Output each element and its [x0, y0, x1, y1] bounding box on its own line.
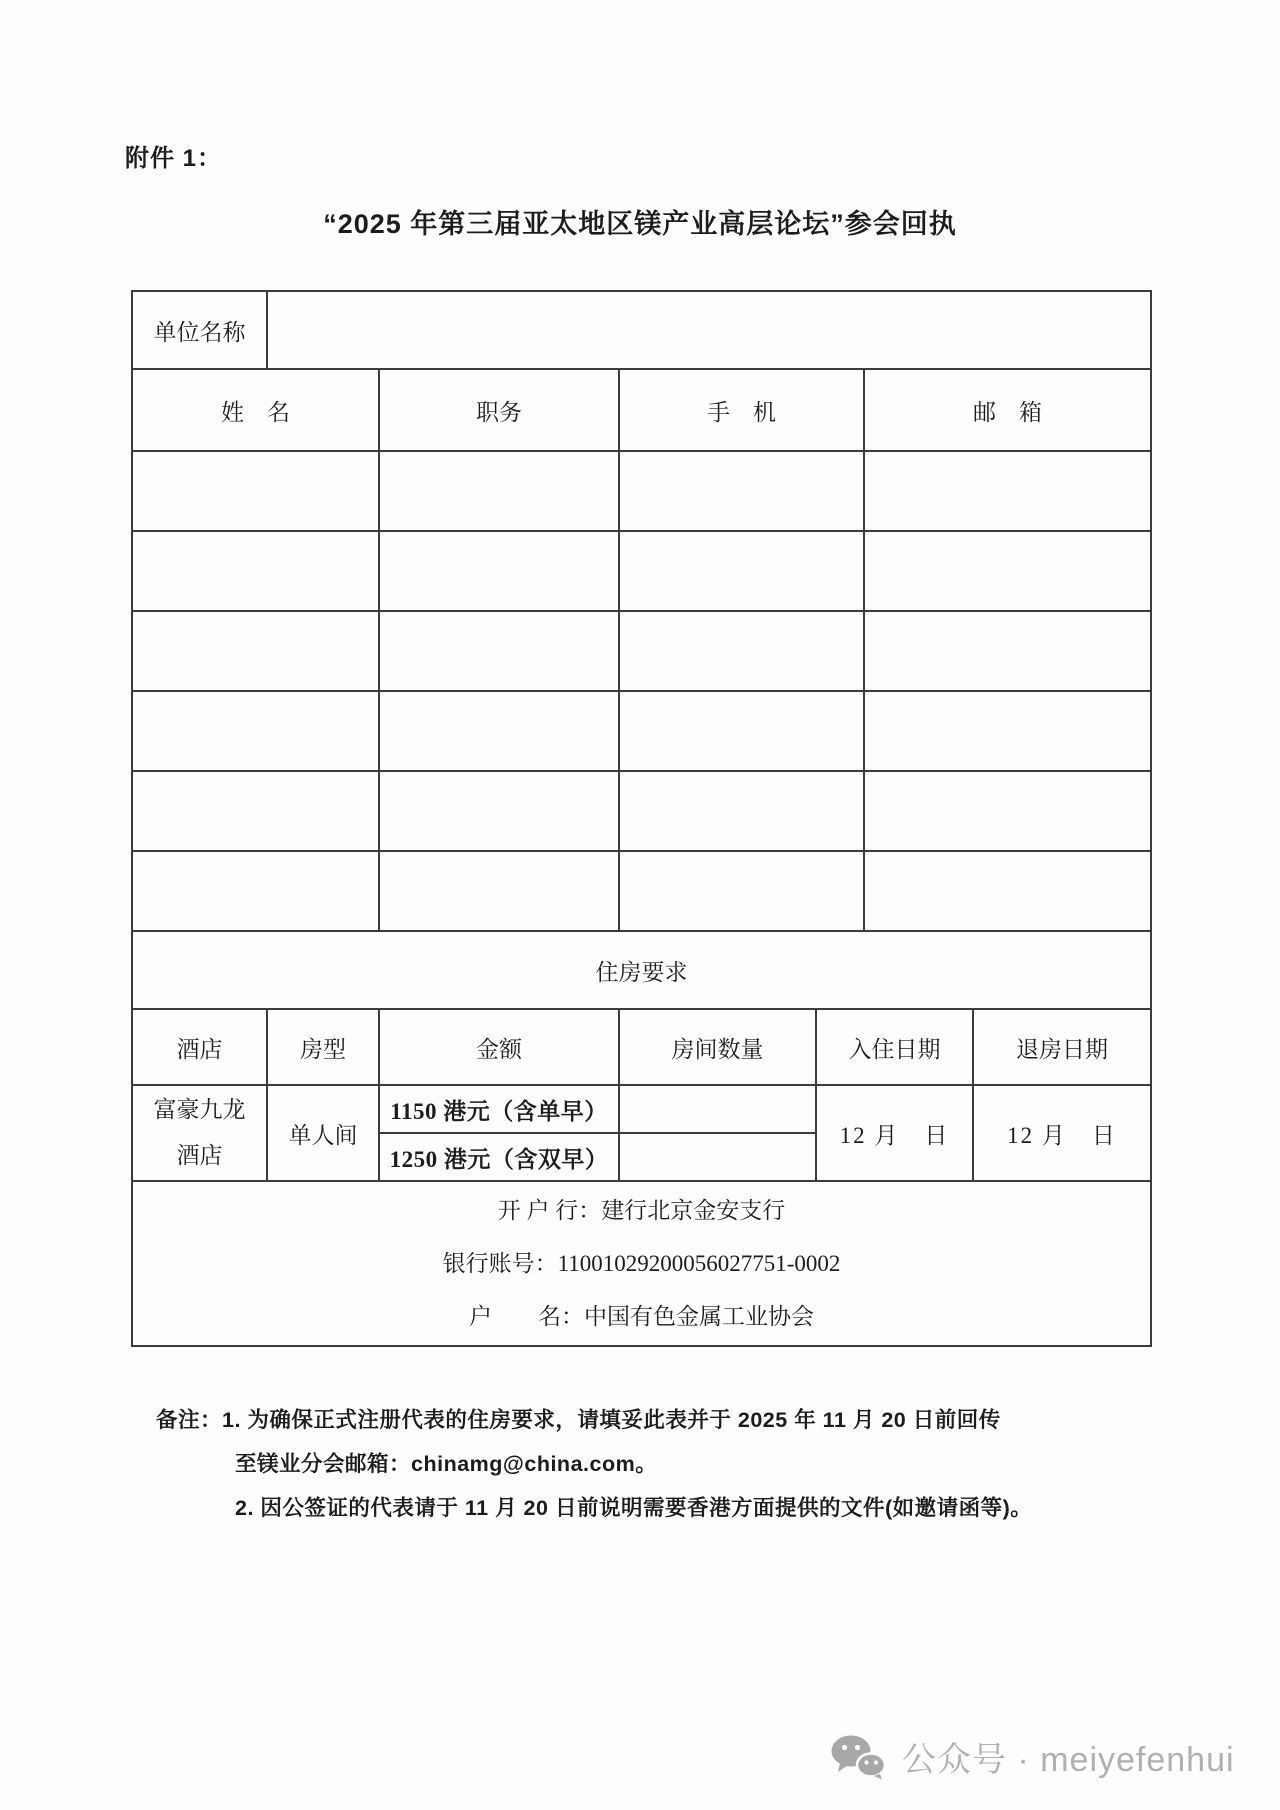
unit-name-label-cell: 单位名称	[132, 291, 267, 369]
participant-cell	[132, 611, 379, 691]
participant-cell	[379, 451, 619, 531]
participant-cell	[619, 451, 864, 531]
checkout-date-cell: 12 月 日	[973, 1085, 1151, 1181]
wechat-watermark	[830, 1732, 1235, 1781]
participant-cell	[379, 851, 619, 931]
participant-cell	[864, 611, 1151, 691]
participant-cell	[619, 771, 864, 851]
bank-info-row	[132, 1181, 1151, 1346]
participant-cell	[619, 611, 864, 691]
col-header-position: 职务	[379, 369, 619, 451]
participant-cell	[132, 691, 379, 771]
participant-row	[132, 691, 1151, 771]
note-line-1-text: 1. 为确保正式注册代表的住房要求，请填妥此表并于 2025 年 11 月 20 日前回传	[222, 1408, 1001, 1432]
participant-cell	[379, 771, 619, 851]
note-line-1	[156, 1398, 1166, 1442]
participant-row	[132, 611, 1151, 691]
hotel-name-line2: 酒店	[176, 1143, 223, 1168]
checkin-date-cell: 12 月 日	[816, 1085, 973, 1181]
unit-name-value-cell	[267, 291, 1151, 369]
participant-cell	[619, 851, 864, 931]
participant-header-row	[132, 369, 1151, 451]
participant-row	[132, 531, 1151, 611]
col-header-name: 姓 名	[132, 369, 379, 451]
col-header-amount: 金额	[379, 1009, 619, 1085]
col-header-room-count: 房间数量	[619, 1009, 816, 1085]
unit-name-row	[132, 291, 1151, 369]
notes-block	[156, 1398, 1166, 1530]
participant-cell	[864, 451, 1151, 531]
housing-title-cell: 住房要求	[132, 931, 1151, 1009]
participant-cell	[132, 531, 379, 611]
col-header-mobile: 手 机	[619, 369, 864, 451]
page-title: “2025 年第三届亚太地区镁产业高层论坛”参会回执	[323, 209, 957, 239]
price-option-1-cell: 1150 港元（含单早）	[379, 1085, 619, 1133]
participant-row	[132, 771, 1151, 851]
participant-cell	[864, 691, 1151, 771]
participant-cell	[132, 451, 379, 531]
registration-form-table	[131, 290, 1152, 1347]
participant-cell	[379, 611, 619, 691]
participant-cell	[619, 531, 864, 611]
col-header-checkout: 退房日期	[973, 1009, 1151, 1085]
participant-cell	[132, 851, 379, 931]
participant-cell	[379, 691, 619, 771]
room-type-cell: 单人间	[267, 1085, 379, 1181]
hotel-name-cell	[132, 1085, 267, 1181]
participant-cell	[864, 771, 1151, 851]
room-count-cell-2	[619, 1133, 816, 1181]
note-line-3: 2. 因公签证的代表请于 11 月 20 日前说明需要香港方面提供的文件(如邀请函等)。	[235, 1496, 1033, 1520]
participant-cell	[864, 531, 1151, 611]
col-header-room-type: 房型	[267, 1009, 379, 1085]
attachment-label: 附件 1：	[125, 145, 223, 172]
participant-cell	[864, 851, 1151, 931]
note-line-2: 至镁业分会邮箱：chinamg@china.com。	[235, 1452, 658, 1476]
housing-header-row	[132, 1009, 1151, 1085]
price-option-2-cell: 1250 港元（含双早）	[379, 1133, 619, 1181]
wechat-watermark-text: 公众号 · meiyefenhui	[902, 1741, 1235, 1779]
col-header-email: 邮 箱	[864, 369, 1151, 451]
participant-cell	[619, 691, 864, 771]
bank-account-line: 银行账号：11001029200056027751-0002	[442, 1251, 841, 1276]
account-holder-line: 户 名：中国有色金属工业协会	[469, 1304, 815, 1329]
participant-row	[132, 851, 1151, 931]
col-header-hotel: 酒店	[132, 1009, 267, 1085]
room-count-cell-1	[619, 1085, 816, 1133]
bank-name-line: 开 户 行：建行北京金安支行	[497, 1198, 786, 1223]
bank-info-cell	[132, 1181, 1151, 1346]
participant-cell	[379, 531, 619, 611]
participant-row	[132, 451, 1151, 531]
participant-cell	[132, 771, 379, 851]
notes-label: 备注：	[156, 1408, 223, 1432]
hotel-price-row-1	[132, 1085, 1151, 1133]
col-header-checkin: 入住日期	[816, 1009, 973, 1085]
hotel-name-line1: 富豪九龙	[153, 1097, 246, 1122]
housing-title-row	[132, 931, 1151, 1009]
wechat-icon	[830, 1734, 886, 1780]
